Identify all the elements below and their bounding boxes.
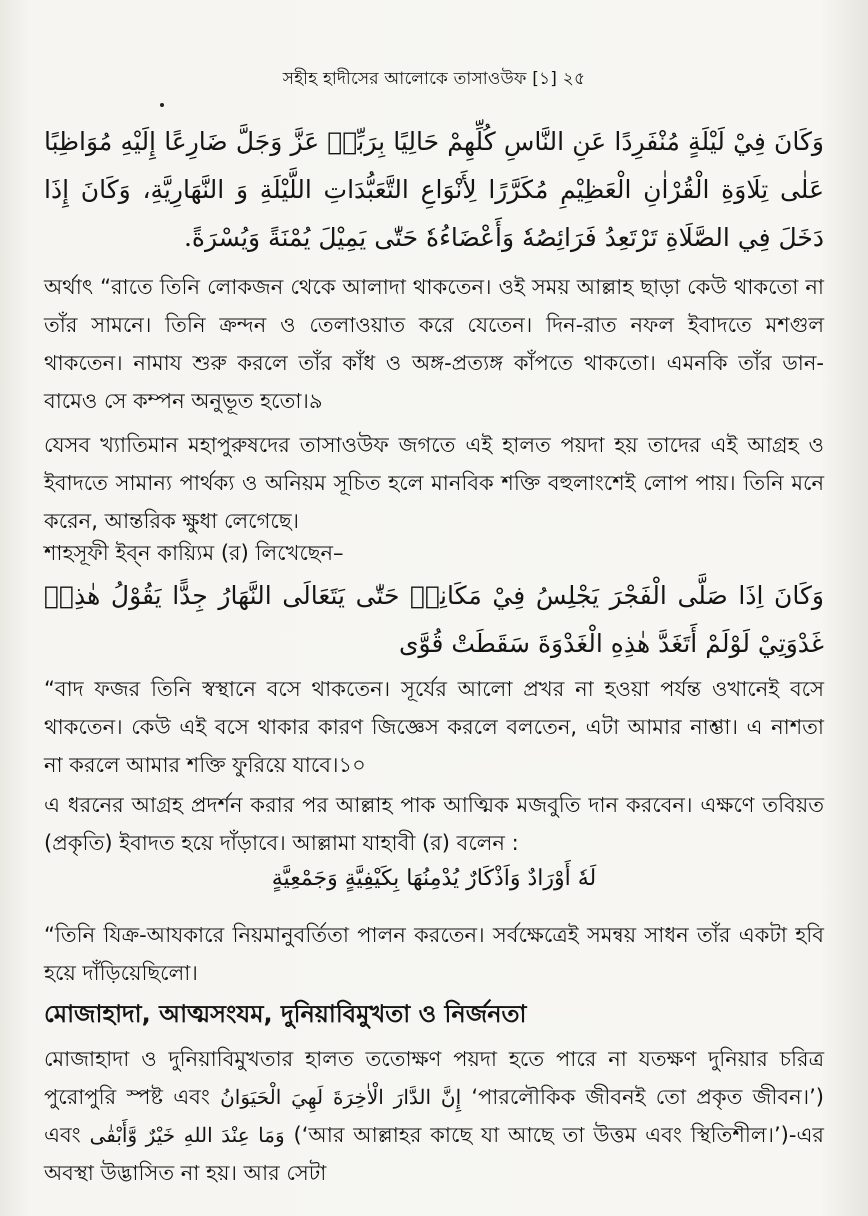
paragraph-6: [44, 916, 824, 992]
paragraph-1-text: অর্থাৎ “রাতে তিনি লোকজন থেকে আলাদা থাকতেন। ওই সময় আল্লাহ ছাড়া কেউ থাকতো না তাঁর সামনে। তিনি ক্রন্দন ও তেলাওয়াত করে যেতেন। দিন-রাত নফল ইবাদতে মশগুল থাকতেন। নামায শুরু করলে তাঁর কাঁধ ও অঙ্গ-প্রত্যঙ্গ কাঁপতে থাকতো। এমনকি তাঁর ডান-বামেও সে কম্পন অনুভূত হতো।৯: [44, 275, 824, 413]
arabic-quote-2: وَكَانَ اِذَا صَلَّى الْفَجْرَ يَجْلِسُ فِيْ مَكَانِهٖ حَتّٰى يَتَعَالَى النَّهَارُ جِدًّا يَقُوْلُ هٰذِهٖ غَدْوَتِيْ لَوْلَمْ أَتَغَدَّ هٰذِهِ الْغَدْوَةَ سَقَطَتْ قُوَّى: [44, 581, 824, 658]
paragraph-3: [44, 534, 824, 572]
paragraph-3-text: শাহসূফী ইব্ন কায়্যিম (র) লিখেছেন–: [44, 541, 344, 565]
section-heading: মোজাহাদা, আত্মসংযম, দুনিয়াবিমুখতা ও নির্জনতা: [44, 1000, 527, 1028]
quran-inline-1: إِنَّ الدَّارَ الْاٰخِرَةَ لَهِيَ الْحَيَوَانُ: [220, 1085, 462, 1109]
paragraph-7-part-a: মোজাহাদা ও দুনিয়াবিমুখতার হালত ততোক্ষণ পয়দা হতে পারে না যতক্ষণ দুনিয়ার চরিত্র পুরোপুরি স্পষ্ট এবং: [44, 1047, 824, 1109]
arabic-quote-1: وَكَانَ فِيْ لَيْلَةٍ مُنْفَرِدًا عَنِ النَّاسِ كُلِّهِمْ حَالِيًا بِرَبِّهٖ عَزَّ وَجَلَّ ضَارِعًا إِلَيْهِ مُوَاظِبًا عَلٰى تِلَاوَةِ الْقُرْاٰنِ الْعَظِيْمِ مُكَرَّرًا لِأَنْوَاعِ التَّعَبُّدَاتِ اللَّيْلَةِ وَ النَّهَارِيَّةِ، وَكَانَ إِذَا دَخَلَ فِي الصَّلَاةِ تَرْتَعِدُ فَرَائِصُهٗ وَأَعْضَاءُهٗ حَتّٰى يَمِيْلَ يُمْنَةً وَيُسْرَةً.: [44, 127, 824, 252]
paragraph-1: [44, 268, 824, 420]
paragraph-4-text: “বাদ ফজর তিনি স্বস্থানে বসে থাকতেন। সূর্যের আলো প্রখর না হওয়া পর্যন্ত ওখানেই বসে থাকতেন। কেউ এই বসে থাকার কারণ জিজ্ঞেস করলে বলতেন, এটা আমার নাশ্তা। এ নাশতা না করলে আমার শক্তি ফুরিয়ে যাবে।১০: [44, 677, 824, 777]
quran-inline-2: وَمَا عِنْدَ اللهِ خَيْرٌ وَّأَبْقٰى: [89, 1123, 285, 1147]
paragraph-7-text: [44, 1040, 824, 1192]
paragraph-6-text: “তিনি যিক্র-আযকারে নিয়মানুবর্তিতা পালন করতেন। সর্বক্ষেত্রেই সমন্বয় সাধন তাঁর একটা হবি হয়ে দাঁড়িয়েছিলো।: [44, 923, 824, 985]
paragraph-5: [44, 786, 824, 862]
paragraph-7: [44, 1040, 824, 1192]
paragraph-7-part-b: ‘পারলৌকিক জীবনই তো প্রকৃত জীবন।’) এবং: [44, 1085, 824, 1147]
ink-dot: [160, 103, 164, 107]
paragraph-2: [44, 426, 824, 540]
paragraph-7-part-c: (‘আর আল্লাহর কাছে যা আছে তা উত্তম এবং স্থিতিশীল।’)-এর অবস্থা উদ্ভাসিত না হয়। আর সেটা: [44, 1123, 824, 1185]
paragraph-4: [44, 670, 824, 784]
running-header: সহীহ হাদীসের আলোকে তাসাওউফ [১] ২৫: [282, 69, 586, 89]
paragraph-5-text: এ ধরনের আগ্রহ প্রদর্শন করার পর আল্লাহ পাক আত্মিক মজবুতি দান করবেন। এক্ষণে তবিয়ত (প্রকৃতি) ইবাদত হয়ে দাঁড়াবে। আল্লামা যাহাবী (র) বলেন :: [44, 793, 824, 855]
arabic-quote-3: لَهٗ أَوْرَادٌ وَاَذْكَارٌ يُدْمِنُهَا بِكَيْفِيَّةٍ وَجَمْعِيَّةٍ: [271, 866, 597, 891]
paragraph-2-text: যেসব খ্যাতিমান মহাপুরুষদের তাসাওউফ জগতে এই হালত পয়দা হয় তাদের এই আগ্রহ ও ইবাদতে সামান্য পার্থক্য ও অনিয়ম সূচিত হলে মানবিক শক্তি বহুলাংশেই লোপ পায়। তিনি মনে করেন, আন্তরিক ক্ষুধা লেগেছে।: [44, 433, 824, 533]
